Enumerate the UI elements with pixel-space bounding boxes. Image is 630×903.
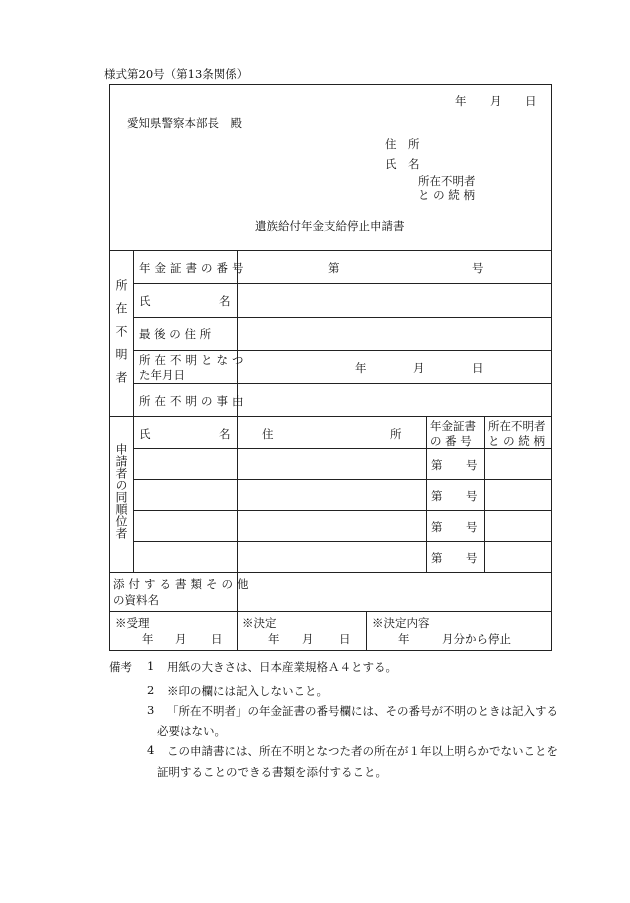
successor-relation-header-1: 所在不明者 [488, 419, 546, 433]
attachments-label-2: の資料名 [113, 593, 159, 607]
missing-name-label-left: 氏 [139, 294, 151, 308]
applicant-relation-label-1: 所在不明者 [418, 174, 476, 188]
successor-row-4-go: 号 [466, 551, 478, 565]
applicant-relation-label-2: と の 続 柄 [418, 188, 475, 202]
successor-name-header-right: 名 [219, 427, 231, 441]
successor-row-2-go: 号 [466, 489, 478, 503]
note-4-cont: 証明することのできる書類を添付すること。 [157, 765, 387, 779]
decision-month: 月 [302, 632, 314, 646]
received-year: 年 [142, 632, 154, 646]
missing-date-label-1: 所在不明となつ [139, 353, 248, 367]
document-title: 遺族給付年金支給停止申請書 [255, 219, 405, 233]
note-4-text: この申請書には、所在不明となつた者の所在が１年以上明らかでないことを [167, 744, 558, 758]
successor-name-header-left: 氏 [139, 427, 151, 441]
successor-row-3-dai: 第 [431, 520, 443, 534]
note-1-text: 用紙の大きさは、日本産業規格Ａ４とする。 [167, 660, 397, 674]
addressee: 愛知県警察本部長 殿 [127, 116, 242, 130]
date-day: 日 [525, 94, 537, 108]
successor-address-header-left: 住 [262, 427, 274, 441]
last-address-label: 最 後 の 住 所 [139, 327, 212, 341]
successors-side-label: 申請者の同順位者 [114, 443, 128, 539]
decision-label: ※決定 [242, 616, 277, 630]
applicant-name-label: 氏 名 [385, 157, 420, 171]
missing-reason-label: 所在不明の事由 [139, 394, 248, 408]
date-year: 年 [455, 94, 467, 108]
applicant-address-label: 住 所 [385, 137, 420, 151]
successor-row-3-go: 号 [466, 520, 478, 534]
successor-row-1-go: 号 [466, 458, 478, 472]
successor-row-1-dai: 第 [431, 458, 443, 472]
decision-content-year: 年 [398, 632, 410, 646]
note-3-cont: 必要はない。 [157, 724, 226, 738]
missing-person-side-label: 所在不明者 [114, 279, 128, 394]
received-month: 月 [175, 632, 187, 646]
attachments-label-1: 添付する書類その他 [113, 577, 253, 591]
missing-date-day: 日 [472, 361, 484, 375]
date-month: 月 [490, 94, 502, 108]
decision-year: 年 [268, 632, 280, 646]
note-3-text: 「所在不明者」の年金証書の番号欄には、その番号が不明のときは記入する [167, 704, 558, 718]
missing-date-month: 月 [413, 361, 425, 375]
note-2-text: ※印の欄には記入しないこと。 [167, 684, 328, 698]
successor-row-2-dai: 第 [431, 489, 443, 503]
note-2-num: 2 [147, 683, 155, 697]
cert-number-go: 号 [472, 261, 484, 275]
missing-date-label-2: た年月日 [139, 368, 185, 382]
successor-relation-header-2: と の 続 柄 [488, 434, 545, 448]
successor-row-4-dai: 第 [431, 551, 443, 565]
missing-name-label-right: 名 [219, 294, 231, 308]
decision-content-stop: 月分から停止 [442, 632, 511, 646]
note-3-num: 3 [147, 703, 155, 717]
note-1-num: 1 [147, 659, 155, 673]
missing-date-year: 年 [355, 361, 367, 375]
successor-address-header-right: 所 [390, 427, 402, 441]
note-4-num: 4 [147, 743, 155, 757]
successor-cert-header-2: の 番 号 [430, 434, 472, 448]
form-number: 様式第20号（第13条関係） [104, 67, 249, 81]
decision-content-label: ※決定内容 [372, 616, 430, 630]
received-label: ※受理 [115, 616, 150, 630]
cert-number-dai: 第 [328, 261, 340, 275]
decision-day: 日 [339, 632, 351, 646]
received-day: 日 [211, 632, 223, 646]
successor-cert-header-1: 年金証書 [430, 419, 476, 433]
notes-heading: 備考 [109, 660, 132, 674]
cert-number-label: 年金証書の番号 [139, 261, 248, 275]
